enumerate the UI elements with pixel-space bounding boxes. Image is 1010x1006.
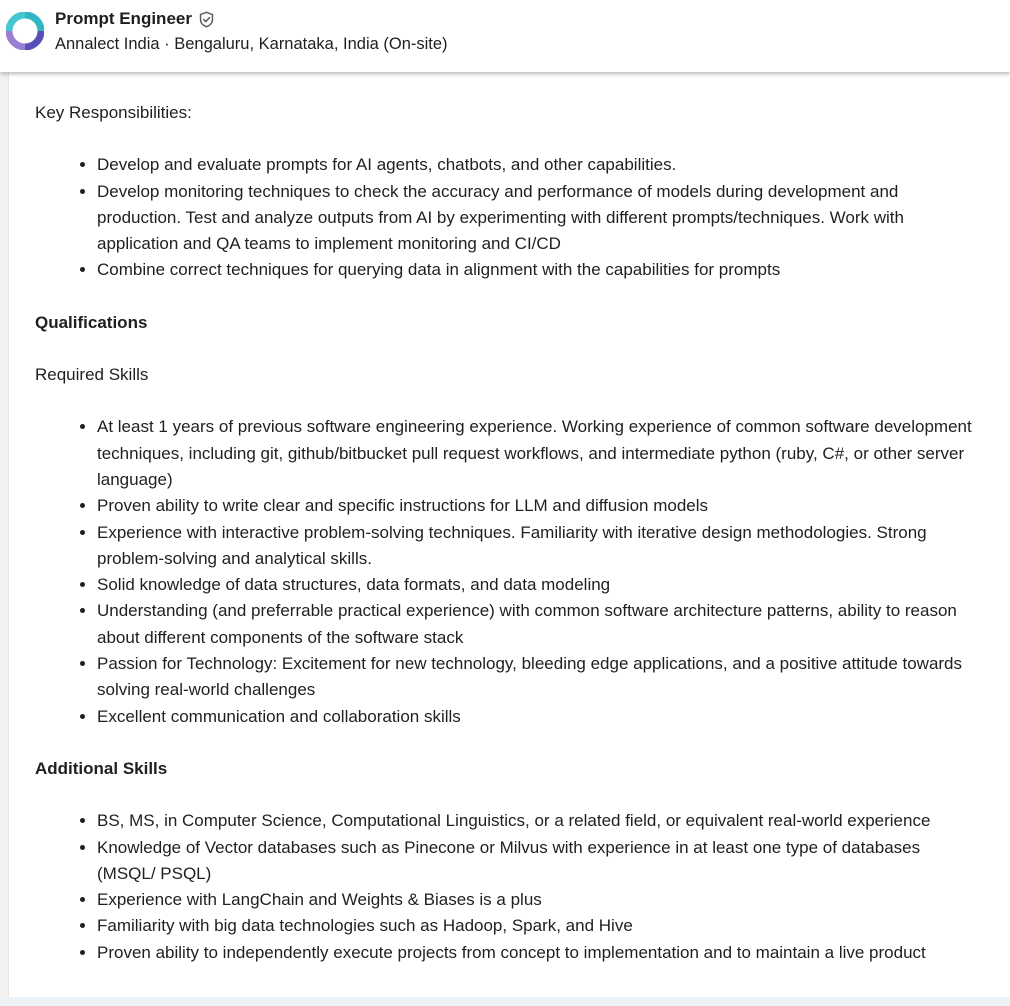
list-item: • Combine correct techniques for querying data in alignment with the capabilities for prompts [97, 257, 975, 283]
list-item: • Proven ability to write clear and specific instructions for LLM and diffusion models [97, 493, 975, 519]
key-responsibilities-list [35, 152, 975, 283]
left-panel-edge [0, 73, 9, 998]
list-item: • Solid knowledge of data structures, data formats, and data modeling [97, 572, 975, 598]
bottom-panel-strip [0, 997, 1010, 1006]
list-item: • Develop and evaluate prompts for AI agents, chatbots, and other capabilities. [97, 152, 975, 178]
list-item: • Proven ability to independently execute projects from concept to implementation and to maintain a live product [97, 940, 975, 966]
annalect-logo-icon[interactable] [6, 12, 44, 50]
additional-skills-heading: Additional Skills [35, 758, 168, 778]
list-item: • Knowledge of Vector databases such as Pinecone or Milvus with experience in at least one type of databases (MSQL/ PSQL) [97, 835, 975, 888]
list-item: • Familiarity with big data technologies such as Hadoop, Spark, and Hive [97, 913, 975, 939]
qualifications-heading: Qualifications [35, 312, 148, 332]
company-location: Annalect India · Bengaluru, Karnataka, India (On-site) [55, 35, 448, 53]
list-item: • BS, MS, in Computer Science, Computational Linguistics, or a related field, or equivalent real-world experience [97, 808, 975, 834]
list-item: • Passion for Technology: Excitement for new technology, bleeding edge applications, and a positive attitude towards solving real-world challenges [97, 651, 975, 704]
list-item: • Develop monitoring techniques to check the accuracy and performance of models during development and production. Test and analyze outputs from AI by experimenting with different prompts/techniques. Work with application and QA teams to implement monitoring and CI/CD [97, 179, 975, 258]
verified-shield-icon [198, 11, 215, 28]
additional-skills-list [35, 808, 975, 966]
list-item: • Experience with LangChain and Weights & Biases is a plus [97, 887, 975, 913]
required-skills-list [35, 414, 975, 730]
sticky-job-header [0, 0, 1010, 72]
job-title-row [55, 9, 215, 29]
required-skills-heading: Required Skills [35, 365, 149, 385]
job-title[interactable]: Prompt Engineer [55, 9, 192, 28]
key-responsibilities-heading: Key Responsibilities: [35, 103, 192, 122]
list-item: • Understanding (and preferrable practical experience) with common software architecture patterns, ability to reason about different components of the software stack [97, 598, 975, 651]
list-item: • Excellent communication and collaboration skills [97, 704, 975, 730]
job-description [35, 100, 975, 992]
list-item: • At least 1 years of previous software engineering experience. Working experience of common software development techniques, including git, github/bitbucket pull request workflows, and intermediate python (ruby, C#, or other server language) [97, 414, 975, 493]
list-item: • Experience with interactive problem-solving techniques. Familiarity with iterative design methodologies. Strong problem-solving and analytical skills. [97, 520, 975, 573]
